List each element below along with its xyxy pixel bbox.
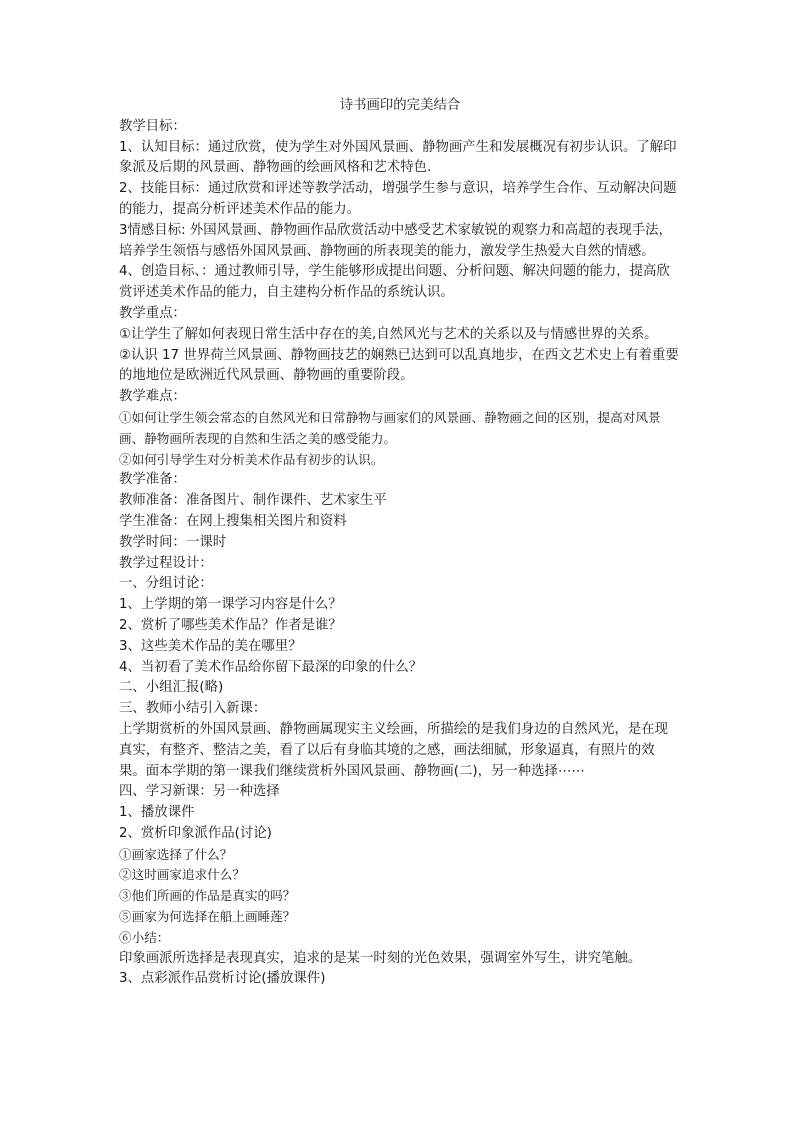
document-title: 诗书画印的完美结合 <box>339 98 461 113</box>
paragraph: 教学过程设计： <box>119 555 213 571</box>
paragraph: 1、上学期的第一课学习内容是什么？ <box>119 597 342 613</box>
paragraph: ⑤画家为何选择在船上画睡莲？ <box>119 909 296 925</box>
paragraph: 四、学习新课：另一种选择 <box>119 784 280 800</box>
paragraph: 教学难点： <box>119 389 186 405</box>
paragraph: 教学准备： <box>119 472 186 488</box>
paragraph: 二、小组汇报(略) <box>119 680 224 696</box>
paragraph: ②如何引导学生对分析美术作品有初步的认识。 <box>119 451 384 467</box>
paragraph: ⑥小结： <box>119 929 170 945</box>
paragraph: 1、播放课件 <box>119 805 195 821</box>
paragraph: 3、点彩派作品赏析讨论(播放课件) <box>119 971 326 987</box>
paragraph: ②这时画家追求什么？ <box>119 867 245 883</box>
paragraph: 一、分组讨论： <box>119 576 213 592</box>
paragraph: 上学期赏析的外国风景画、静物画属现实主义绘画，所描绘的是我们身边的自然风光，是在现真实，有整齐、整洁之美，看了以后有身临其境的之感，画法细腻，形象逼真，有照片的效果。面本学期的第一课我们继续赏析外国风景画、静物画(二)，另一种选择⋯⋯ <box>119 721 669 779</box>
paragraph: 2、技能目标：通过欣赏和评述等教学活动，增强学生参与意识，培养学生合作、互动解决问题的能力，提高分析评述美术作品的能力。 <box>119 181 677 217</box>
paragraph: 4、创造目标、：通过教师引导，学生能够形成提出问题、分析问题、解决问题的能力，提高欣赏评述美术作品的能力，自主建构分析作品的系统认识。 <box>119 264 670 301</box>
paragraph: 2、赏析了哪些美术作品？作者是谁？ <box>119 617 342 633</box>
paragraph: ③他们所画的作品是真实的吗？ <box>119 888 296 904</box>
paragraph: 4、当初看了美术作品给你留下最深的印象的什么？ <box>119 659 423 675</box>
paragraph: ②认识 17 世界荷兰风景画、静物画技艺的娴熟已达到可以乱真地步，在西文艺术史上有着重要的地地位是欧洲近代风景画、静物画的重要阶段。 <box>119 347 679 384</box>
paragraph: 2、赏析印象派作品(讨论) <box>119 825 272 841</box>
paragraph: 3情感目标: 外国风景画、静物画作品欣赏活动中感受艺术家敏锐的观察力和高超的表现手法，培养学生领悟与感悟外国风景画、静物画的所表现美的能力，激发学生热爱大自然的情感。 <box>119 222 672 259</box>
paragraph: 印象画派所选择是表现真实，追求的是某一时刻的光色效果，强调室外写生，讲究笔触。 <box>119 950 642 966</box>
paragraph: 教师准备：准备图片、制作课件、艺术家生平 <box>119 493 387 509</box>
paragraph: ①如何让学生领会常态的自然风光和日常静物与画家们的风景画、静物画之间的区别，提高对风景画、静物画所表现的自然和生活之美的感受能力。 <box>119 409 661 446</box>
paragraph: ①让学生了解如何表现日常生活中存在的美,自然风光与艺术的关系以及与情感世界的关系。 <box>119 326 658 342</box>
paragraph: 学生准备：在网上搜集相关图片和资料 <box>119 513 347 529</box>
paragraph: 教学目标： <box>119 118 186 134</box>
paragraph: 三、教师小结引入新课： <box>119 701 267 717</box>
paragraph-list <box>119 117 681 990</box>
paragraph: 教学时间：一课时 <box>119 534 227 550</box>
paragraph: 1、认知目标：通过欣赏，使为学生对外国风景画、静物画产生和发展概况有初步认识。了解印象派及后期的风景画、静物画的绘画风格和艺术特色. <box>119 139 677 176</box>
paragraph: 教学重点： <box>119 305 186 321</box>
document-body <box>119 96 681 990</box>
paragraph: 3、这些美术作品的美在哪里？ <box>119 638 302 654</box>
paragraph: ①画家选择了什么？ <box>119 846 233 862</box>
